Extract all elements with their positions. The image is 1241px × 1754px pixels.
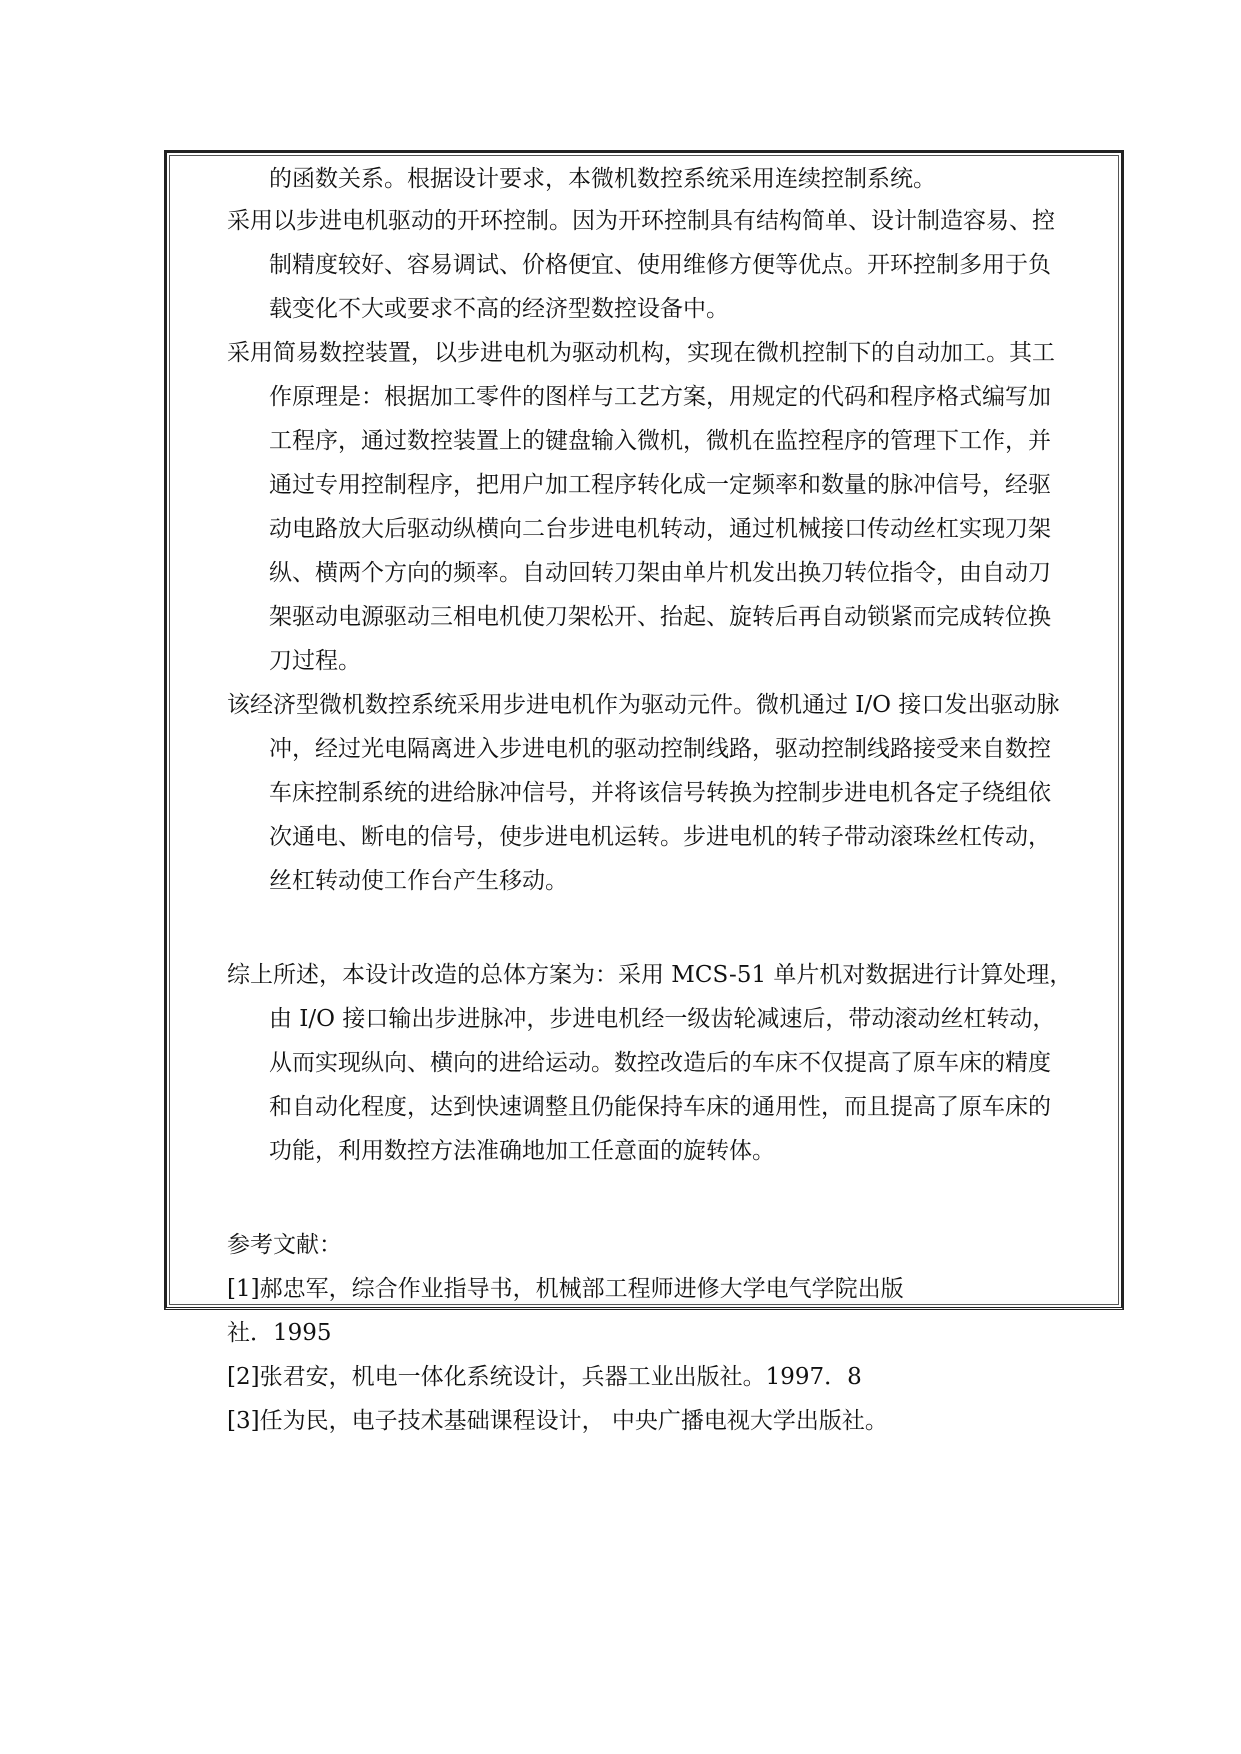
page-frame	[164, 150, 1124, 1434]
paragraph-line: 架驱动电源驱动三相电机使刀架松开、抬起、旋转后再自动锁紧而完成转位换	[269, 604, 1051, 630]
paragraph-line: 功能，利用数控方法准确地加工任意面的旋转体。	[269, 1138, 775, 1164]
reference-item: [3]任为民，电子技术基础课程设计， 中央广播电视大学出版社。	[227, 1408, 888, 1434]
reference-item: 社．1995	[227, 1320, 332, 1346]
reference-item: [1]郝忠军，综合作业指导书，机械部工程师进修大学电气学院出版	[227, 1276, 904, 1302]
paragraph-line: 纵、横两个方向的频率。自动回转刀架由单片机发出换刀转位指令，由自动刀	[269, 560, 1051, 586]
paragraph-line: 的函数关系。根据设计要求，本微机数控系统采用连续控制系统。	[269, 166, 936, 192]
paragraph-line: 次通电、断电的信号，使步进电机运转。步进电机的转子带动滚珠丝杠传动，	[269, 824, 1051, 850]
paragraph-line: 丝杠转动使工作台产生移动。	[269, 868, 568, 894]
paragraph-line: 冲，经过光电隔离进入步进电机的驱动控制线路，驱动控制线路接受来自数控	[269, 736, 1051, 762]
paragraph-line: 载变化不大或要求不高的经济型数控设备中。	[269, 296, 729, 322]
paragraph-line: 工程序，通过数控装置上的键盘输入微机，微机在监控程序的管理下工作，并	[269, 428, 1051, 454]
paragraph-line: 从而实现纵向、横向的进给运动。数控改造后的车床不仅提高了原车床的精度	[269, 1050, 1051, 1076]
paragraph-line: 由 I/O 接口输出步进脉冲，步进电机经一级齿轮减速后，带动滚动丝杠转动，	[269, 1006, 1056, 1032]
paragraph-line: 和自动化程度，达到快速调整且仍能保持车床的通用性，而且提高了原车床的	[269, 1094, 1051, 1120]
paragraph-line: 通过专用控制程序，把用户加工程序转化成一定频率和数量的脉冲信号，经驱	[269, 472, 1051, 498]
paragraph-line: 动电路放大后驱动纵横向二台步进电机转动，通过机械接口传动丝杠实现刀架	[269, 516, 1051, 542]
paragraph-line: 车床控制系统的进给脉冲信号，并将该信号转换为控制步进电机各定子绕组依	[269, 780, 1051, 806]
paragraph-line: 采用简易数控装置，以步进电机为驱动机构，实现在微机控制下的自动加工。其工	[227, 340, 1055, 366]
paragraph-line: 作原理是：根据加工零件的图样与工艺方案，用规定的代码和程序格式编写加	[269, 384, 1051, 410]
reference-item: [2]张君安，机电一体化系统设计，兵器工业出版社。1997．8	[227, 1364, 862, 1390]
paragraph-line: 刀过程。	[269, 648, 361, 674]
paragraph-line: 采用以步进电机驱动的开环控制。因为开环控制具有结构简单、设计制造容易、控	[227, 208, 1055, 234]
paragraph-line: 综上所述，本设计改造的总体方案为：采用 MCS-51 单片机对数据进行计算处理，	[227, 962, 1073, 988]
paragraph-line: 该经济型微机数控系统采用步进电机作为驱动元件。微机通过 I/O 接口发出驱动脉	[227, 692, 1060, 718]
references-heading: 参考文献：	[227, 1232, 342, 1258]
paragraph-line: 制精度较好、容易调试、价格便宜、使用维修方便等优点。开环控制多用于负	[269, 252, 1051, 278]
